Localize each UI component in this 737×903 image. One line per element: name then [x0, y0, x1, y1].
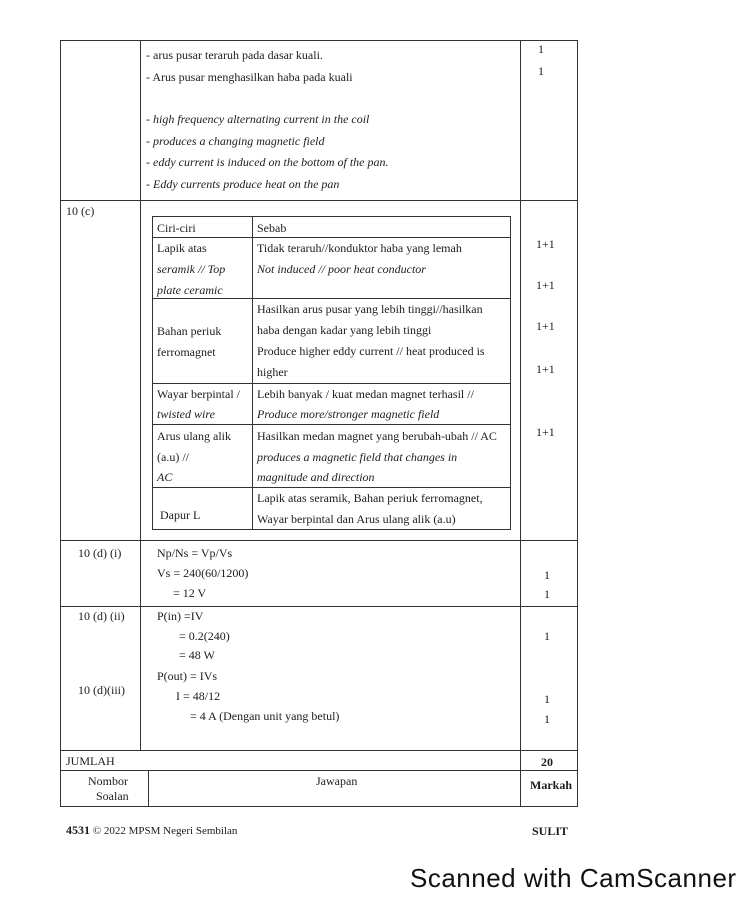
mark: 1 — [544, 568, 550, 582]
ciri-cell: plate ceramic — [157, 283, 223, 297]
answer-line: - produces a changing magnetic field — [146, 134, 325, 148]
working-line: = 0.2(240) — [179, 629, 230, 643]
table-left-border — [60, 40, 61, 807]
mark: 1 — [538, 64, 544, 78]
total-value: 20 — [541, 755, 553, 769]
ciri-cell: (a.u) // — [157, 450, 189, 464]
copyright: © 2022 MPSM Negeri Sembilan — [92, 825, 238, 837]
answer-line: - eddy current is induced on the bottom of the pan. — [146, 155, 389, 169]
table-top-border — [60, 40, 578, 41]
mark: 1 — [544, 629, 550, 643]
page-footer-left — [66, 823, 237, 838]
mark: 1 — [544, 587, 550, 601]
sulit-label: SULIT — [532, 824, 569, 838]
total-label: JUMLAH — [66, 754, 115, 768]
sebab-cell: haba dengan kadar yang lebih tinggi — [257, 323, 432, 337]
answer-line: - arus pusar teraruh pada dasar kuali. — [146, 48, 323, 62]
table-bottom-border — [60, 806, 578, 807]
sebab-cell: magnitude and direction — [257, 470, 375, 484]
inner-header-divider — [152, 237, 511, 238]
ciri-cell: Bahan periuk — [157, 324, 222, 338]
mark: 1 — [544, 712, 550, 726]
working-line: Np/Ns = Vp/Vs — [157, 546, 233, 560]
sebab-cell: higher — [257, 365, 288, 379]
mark: 1+1 — [536, 278, 555, 292]
inner-left-border — [152, 216, 153, 530]
jawapan-label: Jawapan — [316, 774, 358, 788]
row-divider — [60, 540, 578, 541]
inner-right-border — [510, 216, 511, 530]
sebab-cell: produces a magnetic field that changes in — [257, 450, 458, 464]
mark: 1 — [544, 692, 550, 706]
sebab-cell: Produce higher eddy current // heat produced is — [257, 344, 485, 358]
sebab-cell: Lapik atas seramik, Bahan periuk ferromagnet, — [257, 491, 483, 505]
sebab-cell: Tidak teraruh//konduktor haba yang lemah — [257, 241, 462, 255]
ciri-cell: seramik // Top — [157, 262, 226, 276]
footer-col-divider — [148, 770, 149, 806]
question-number: 10 (d)(iii) — [78, 683, 125, 697]
working-line: = 4 A (Dengan unit yang betul) — [190, 709, 340, 723]
table-right-border — [577, 40, 578, 807]
mark: 1+1 — [536, 362, 555, 376]
mark: 1+1 — [536, 237, 555, 251]
ciri-cell: twisted wire — [157, 407, 215, 421]
mark: 1 — [538, 42, 544, 56]
header-ciri: Ciri-ciri — [157, 221, 196, 235]
working-line: = 12 V — [173, 586, 207, 600]
ciri-cell: Lapik atas — [157, 241, 207, 255]
ciri-cell: ferromagnet — [157, 345, 216, 359]
question-number: 10 (d) (i) — [78, 546, 122, 560]
col-divider-left — [140, 40, 141, 750]
ciri-cell: Dapur L — [160, 508, 201, 522]
ciri-cell: Arus ulang alik — [157, 429, 231, 443]
working-line: P(in) =IV — [157, 609, 204, 623]
row-divider — [60, 606, 578, 607]
inner-row-divider — [152, 424, 511, 425]
ciri-cell: AC — [157, 470, 173, 484]
sebab-cell: Not induced // poor heat conductor — [257, 262, 426, 276]
sebab-cell: Lebih banyak / kuat medan magnet terhasil // — [257, 387, 474, 401]
nombor-label: Nombor — [88, 774, 128, 788]
row-divider — [60, 750, 578, 751]
answer-line: - Eddy currents produce heat on the pan — [146, 177, 340, 191]
row-divider — [60, 770, 578, 771]
question-number: 10 (c) — [66, 204, 95, 218]
working-line: = 48 W — [179, 648, 215, 662]
paper-code: 4531 — [66, 823, 90, 837]
question-number: 10 (d) (ii) — [78, 609, 125, 623]
sebab-cell: Produce more/stronger magnetic field — [257, 407, 440, 421]
header-sebab: Sebab — [257, 221, 287, 235]
mark: 1+1 — [536, 425, 555, 439]
row-divider — [60, 200, 578, 201]
inner-row-divider — [152, 383, 511, 384]
sebab-cell: Wayar berpintal dan Arus ulang alik (a.u) — [257, 512, 456, 526]
answer-line: - Arus pusar menghasilkan haba pada kuali — [146, 70, 353, 84]
inner-table-bottom — [152, 529, 511, 530]
ciri-cell: Wayar berpintal / — [157, 387, 240, 401]
inner-table-top — [152, 216, 511, 217]
working-line: I = 48/12 — [176, 689, 221, 703]
inner-row-divider — [152, 487, 511, 488]
working-line: P(out) = IVs — [157, 669, 218, 683]
inner-row-divider — [152, 298, 511, 299]
markah-label: Markah — [530, 778, 572, 792]
soalan-label: Soalan — [96, 789, 129, 803]
answer-line: - high frequency alternating current in the coil — [146, 112, 370, 126]
sebab-cell: Hasilkan arus pusar yang lebih tinggi//hasilkan — [257, 302, 483, 316]
scan-watermark: Scanned with CamScanner — [410, 863, 737, 893]
sebab-cell: Hasilkan medan magnet yang berubah-ubah // AC — [257, 429, 497, 443]
working-line: Vs = 240(60/1200) — [157, 566, 249, 580]
col-divider-right — [520, 40, 521, 807]
inner-col-divider — [252, 216, 253, 530]
mark: 1+1 — [536, 319, 555, 333]
